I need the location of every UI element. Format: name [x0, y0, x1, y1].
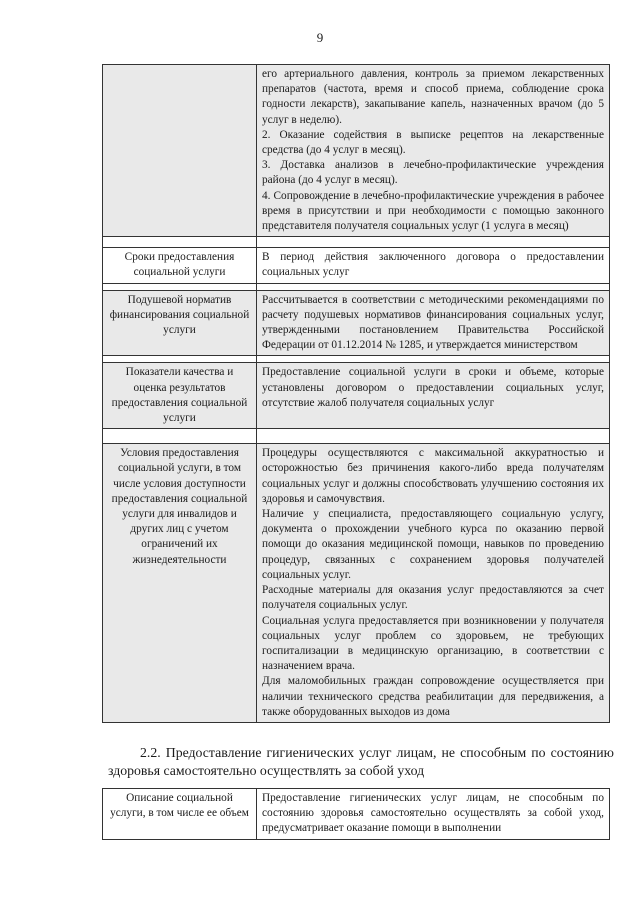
table-cell-value — [257, 444, 610, 723]
paragraph: 2. Оказание содействия в выписке рецептов на лекарственные средства (до 4 услуг в месяц). — [262, 128, 604, 157]
section-heading — [108, 744, 614, 780]
paragraph: 4. Сопровождение в лечебно-профилактические учреждения в рабочее время в присутствии и при необходимости с помощью законного представителя получателя социальных услуг (1 услуга в месяц) — [262, 189, 604, 233]
page-number: 9 — [316, 30, 324, 45]
table-row — [103, 789, 610, 840]
table-row — [103, 248, 610, 283]
table-cell-label: Сроки предоставления социальной услуги — [103, 248, 257, 283]
table-cell-label: Подушевой норматив финансирования социальной услуги — [103, 290, 257, 356]
table-cell-value: Предоставление гигиенических услуг лицам, не способным по состоянию здоровья самостоятельно осуществлять за собой уход, предусматривает оказание помощи в выполнении — [257, 789, 610, 840]
table-cell-label: Описание социальной услуги, в том числе ее объем — [103, 789, 257, 840]
table-cell-label — [103, 65, 257, 237]
table-cell-value — [257, 65, 610, 237]
paragraph: Процедуры осуществляются с максимальной аккуратностью и осторожностью без причинения какого-либо вреда получателям социальных услуг и должны способствовать улучшению состояния их здоровья и самочувствия. — [262, 447, 604, 505]
section-heading-text: 2.2. Предоставление гигиенических услуг лицам, не способным по состоянию здоровья самостоятельно осуществлять за собой уход — [108, 745, 614, 778]
paragraph: Наличие у специалиста, предоставляющего социальную услугу, документа о прохождении учебного курса по оказанию первой помощи до оказания медицинской помощи, навыков по проведению процедур, связанных с сохранением здоровья получателей социальных услуг. — [262, 508, 604, 581]
paragraph: В период действия заключенного договора о предоставлении социальных услуг — [262, 251, 604, 279]
table-cell-value — [257, 248, 610, 283]
table-cell-value — [257, 363, 610, 429]
paragraph: Для маломобильных граждан сопровождение осуществляется при наличии технического средства реабилитации для передвижения, а также оборудованных выходов из дома — [262, 675, 604, 718]
table-row — [103, 290, 610, 356]
table-row — [103, 65, 610, 237]
service-table-2 — [102, 788, 610, 840]
paragraph: Социальная услуга предоставляется при возникновении у получателя социальных услуг проблем со здоровьем, не требующих госпитализации в медицинскую организацию, в соответствии с назначением врача. — [262, 614, 604, 673]
table-cell-value — [257, 290, 610, 356]
paragraph: Рассчитывается в соответствии с методическими рекомендациями по расчету подушевых нормативов финансирования социальных услуг, утвержденными постановлением Правительства Российской Федерации от 01.12.2014 № 1285, и утверждается министерством — [262, 293, 604, 352]
table-row — [103, 444, 610, 723]
paragraph: его артериального давления, контроль за приемом лекарственных препаратов (частота, время и способ приема, соблюдение срока годности лекарств), закапывание капель, назначенных врачом (до 5 услуг в неделю). — [262, 68, 604, 126]
table-row — [103, 363, 610, 429]
paragraph: Предоставление социальной услуги в сроки и объеме, которые установлены договором о предоставлении социальных услуг, отсутствие жалоб получателя социальных услуг — [262, 366, 604, 409]
table-cell-label: Условия предоставления социальной услуги, в том числе условия доступности предоставления социальной услуги для инвалидов и других лиц с учетом ограничений их жизнедеятельности — [103, 444, 257, 723]
table-cell-label: Показатели качества и оценка результатов предоставления социальной услуги — [103, 363, 257, 429]
paragraph: Расходные материалы для оказания услуг предоставляются за счет получателя социальных услуг. — [262, 584, 604, 612]
paragraph: 3. Доставка анализов в лечебно-профилактические учреждения района (до 4 услуг в месяц). — [262, 159, 604, 187]
service-table — [102, 64, 610, 723]
